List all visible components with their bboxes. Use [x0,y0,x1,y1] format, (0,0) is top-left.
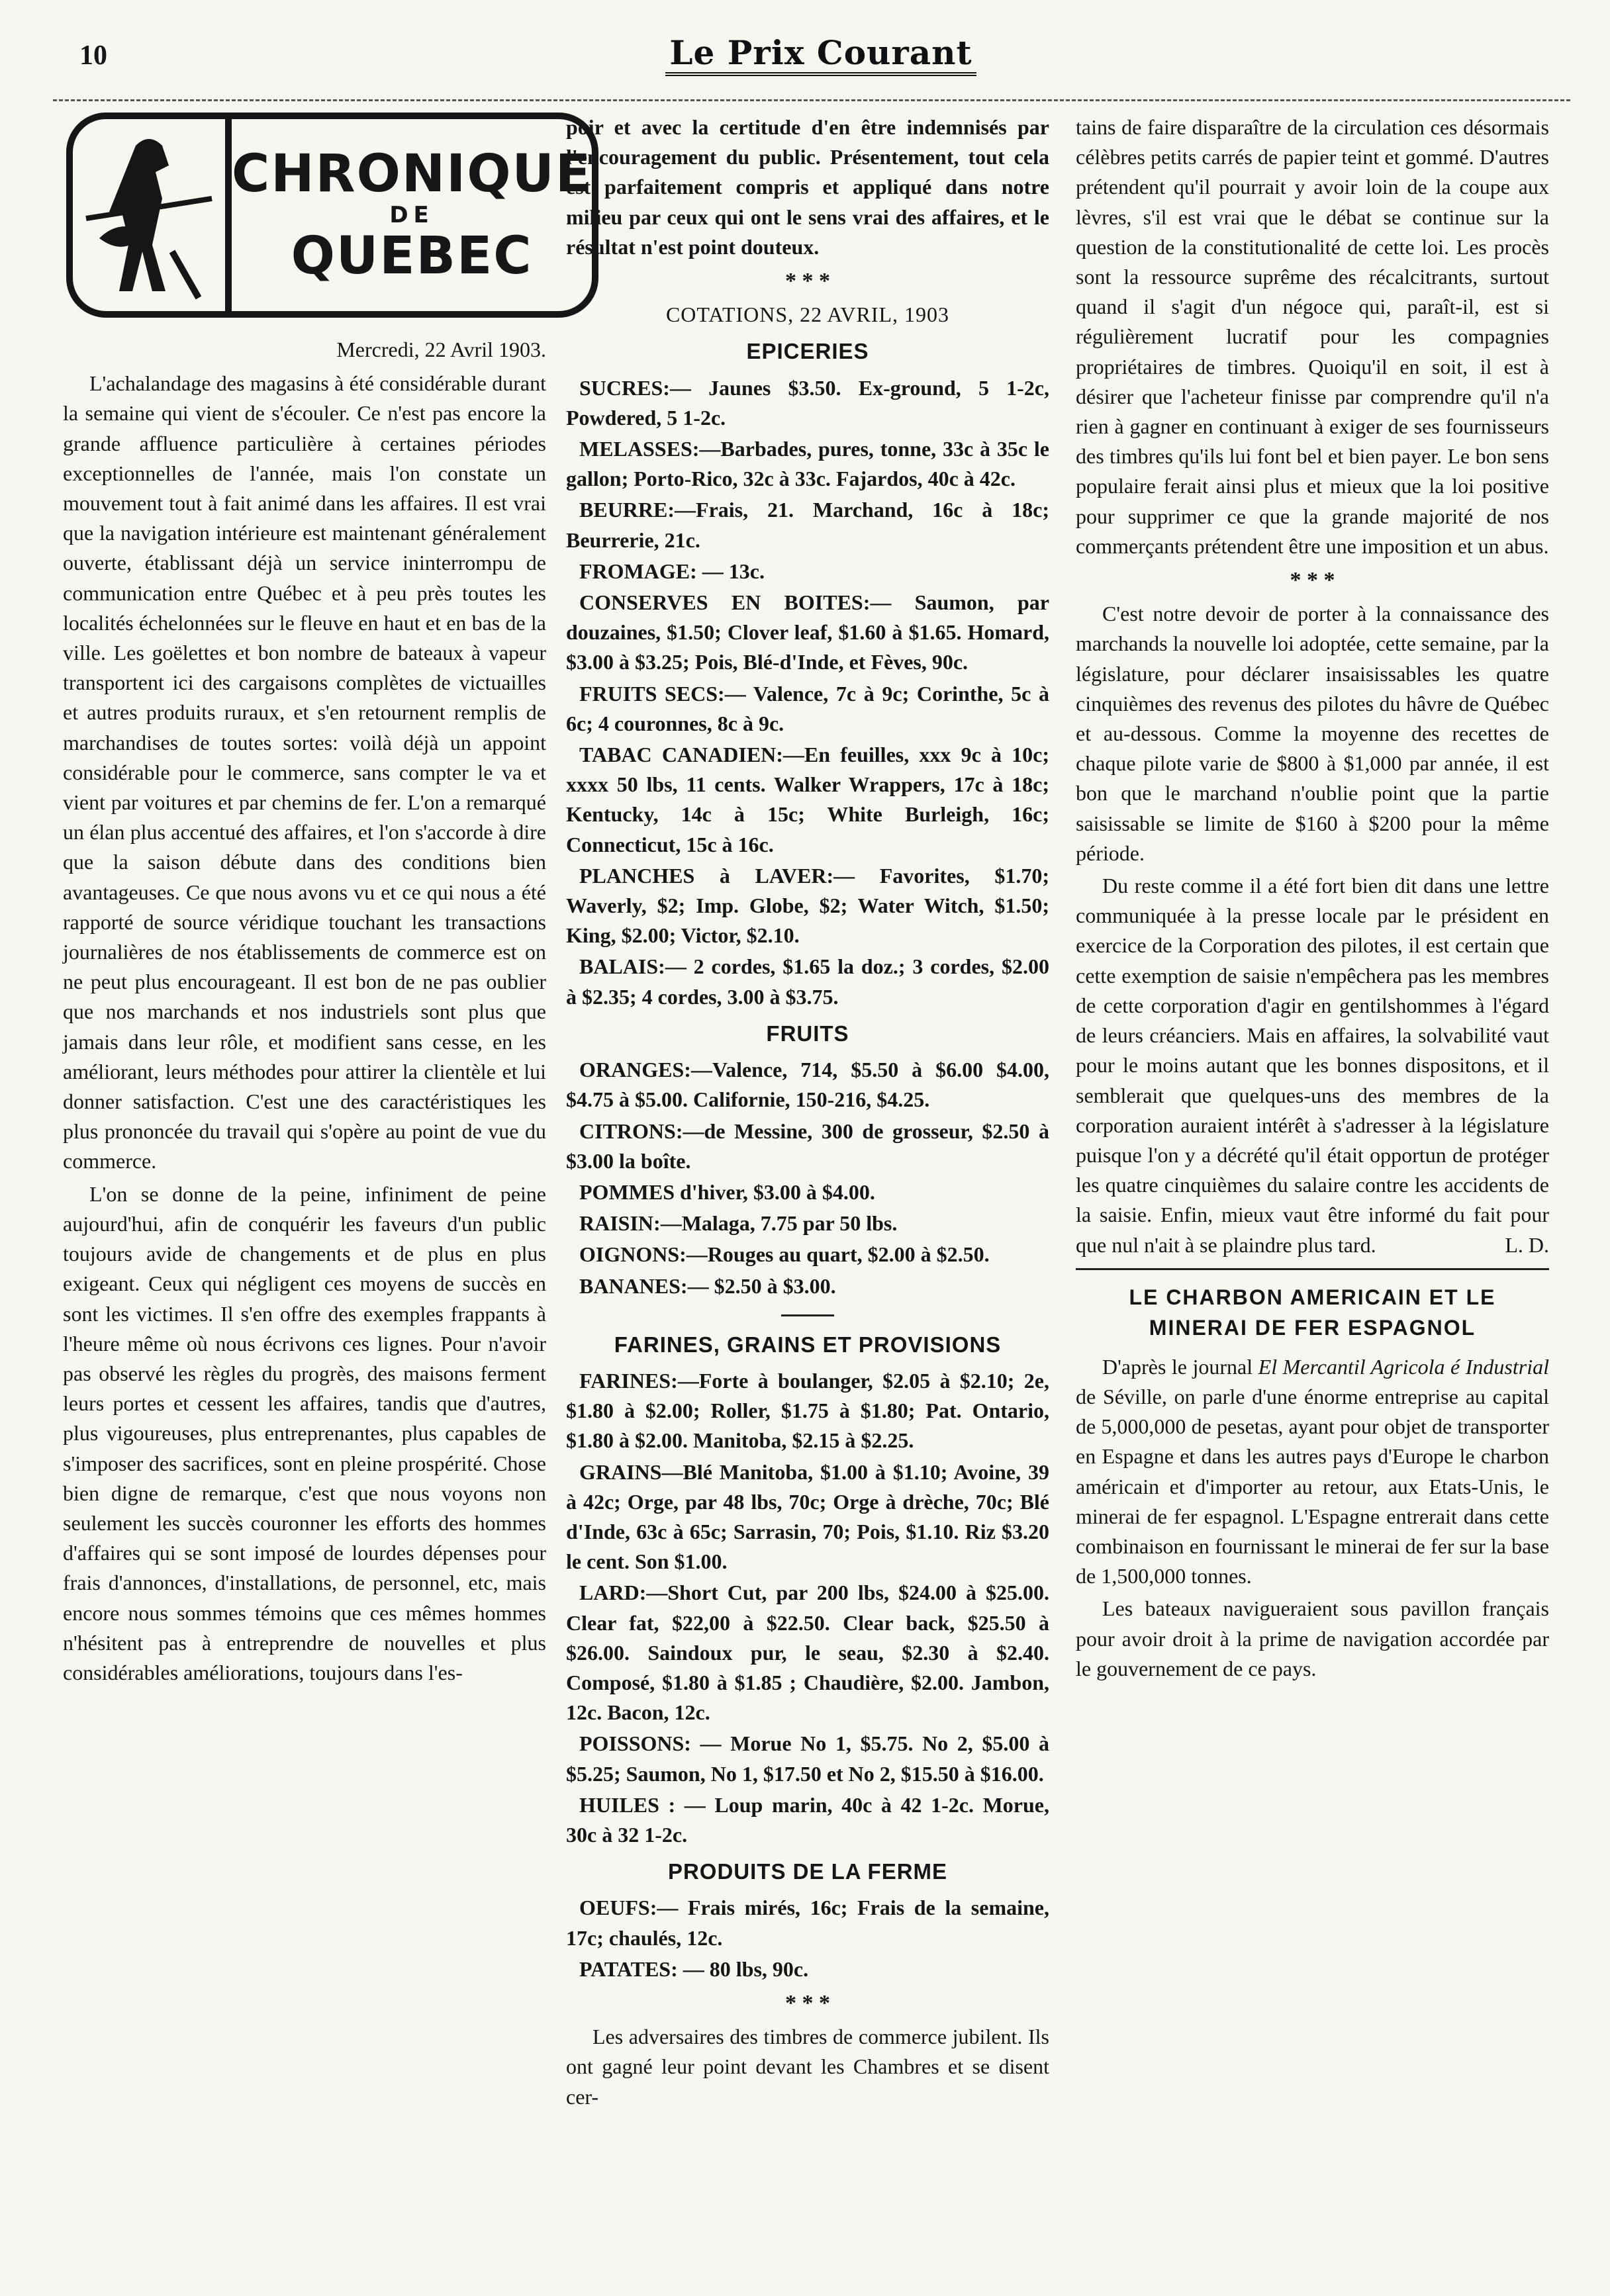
chronique-line-1: CHRONIQUE [232,144,592,204]
price-item: FARINES:—Forte à boulanger, $2.05 à $2.10; 2e, $1.80 à $2.00; Roller, $1.75 à $1.80; Pat. Ontario, $1.80 à $2.00. Manitoba, $2.15 à $2.25. [566,1368,1049,1453]
hunter-figure-graphic [73,119,225,311]
paragraph: L'on se donne de la peine, infiniment de peine aujourd'hui, afin de conquérir les faveurs d'un public toujours avide de changements et de plus en plus exigeant. Ceux qui négligent ces moyens de succès en sont les victimes. Il s'en offre des exemples frappants à l'heure même où nous écrivons ces lignes. Pour n'avoir pas observé les règles du progrès, des maisons ferment leurs portes et cessent les affaires, tandis que d'autres, plus vigoureuses, plus entreprenantes, plus capables de s'imposer des sacrifices, sont en pleine prospérité. Chose bien digne de remarque, c'est que nous voyons non seulement les succès couronner les efforts des hommes d'affaires qui se sont imposé de lourdes dépenses pour frais d'annonces, d'installations, de personnel, etc, mais encore nous sommes témoins que ces mêmes hommes n'hésitent pas à entreprendre de nouvelles et plus considérables améliorations, toujours dans l'es- [63,1181,546,1684]
price-item: SUCRES:— Jaunes $3.50. Ex-ground, 5 1-2c, Powdered, 5 1-2c. [566,375,1049,430]
price-item: GRAINS—Blé Manitoba, $1.00 à $1.10; Avoine, 39 à 42c; Orge, par 48 lbs, 70c; Orge à drèche, 70c; Blé d'Inde, 63c à 65c; Sarrasin, 70; Pois, $1.10. Riz $3.20 le cent. Son $1.00. [566,1459,1049,1574]
price-item: TABAC CANADIEN:—En feuilles, xxx 9c à 10c; xxxx 50 lbs, 11 cents. Walker Wrappers, 17c à 18c; Kentucky, 14c à 15c; White Burleigh, 16c; Connecticut, 15c à 16c. [566,743,1049,856]
chronique-line-3: QUEBEC [291,226,533,286]
paragraph [1076,1352,1549,1592]
article-title [1076,1282,1549,1343]
dateline: Mercredi, 22 Avril 1903. [336,338,546,361]
price-item: POMMES d'hiver, $3.00 à $4.00. [579,1179,875,1204]
price-item: MELASSES:—Barbades, pures, tonne, 33c à 35c le gallon; Porto-Rico, 32c à 33c. Fajardos, 40c à 42c. [566,437,1049,491]
column-2 [566,113,1049,2270]
price-item: BEURRE:—Frais, 21. Marchand, 16c à 18c; Beurrerie, 21c. [566,498,1049,552]
price-item: CONSERVES EN BOITES:— Saumon, par douzaines, $1.50; Clover leaf, $1.60 à $1.65. Homard, $3.00 à $3.25; Pois, Blé-d'Inde, et Fèves, 90c. [566,590,1049,674]
section-title-ferme: PRODUITS DE LA FERME [667,1859,948,1884]
section-separator: * * * [785,1990,830,2015]
price-item: OIGNONS:—Rouges au quart, $2.00 à $2.50. [579,1242,990,1267]
price-item: PATATES: — 80 lbs, 90c. [579,1956,809,1981]
article-divider [1076,1268,1549,1270]
section-separator: * * * [1290,568,1335,593]
paragraph-text: Du reste comme il a été fort bien dit dans une lettre communiquée à la presse locale par le président en exercice de la Corporation des pilotes, il est certain que cette exemption de saisie n'empêchera pas les membres de cette corporation d'agir en gentilshommes à l'égard de leurs créanciers. Mais en affaires, la solvabilité vaut pour le moins autant que les bonnes dispositons, et il semblerait que quelques-uns des membres de la corporation auraient intérêt à s'adresser à la législature puisque l'on y a décrété qu'il était opportun de protéger les quatre cinquièmes du salaire contre les accidents de la saisie. Enfin, mieux vaut être informé du fait pour que nul n'ait à se plaindre plus tard. [1076,874,1549,1257]
column-3 [1076,113,1549,2270]
hunter-figure-icon [66,113,232,318]
section-title-farines: FARINES, GRAINS ET PROVISIONS [614,1332,1002,1357]
price-item: PLANCHES à LAVER:— Favorites, $1.70; Waverly, $2; Imp. Globe, $2; Water Witch, $1.50; King, $2.00; Victor, $2.10. [566,863,1049,948]
paragraph: poir et avec la certitude d'en être indemnisés par l'encouragement du public. Présentement, tout cela est parfaitement compris et appliqué dans notre milieu par ceux qui ont le sens vrai des affaires, et le résultat n'est point douteux. [566,115,1049,259]
masthead-logo [649,34,993,74]
journal-name: El Mercantil Agricola é Industrial [1258,1354,1550,1379]
paragraph: Les adversaires des timbres de commerce jubilent. Ils ont gagné leur point devant les Chambres et se disent cer- [566,2025,1049,2109]
chronique-line-2: DE [389,202,434,228]
paragraph [1076,871,1549,1260]
section-separator: * * * [785,269,830,294]
price-item: LARD:—Short Cut, par 200 lbs, $24.00 à $25.00. Clear fat, $22,00 à $22.50. Clear back, $25.50 à $26.00. Saindoux pur, le seau, $2.30 à $2.40. Composé, $1.80 à $1.85 ; Chaudière, $2.00. Jambon, 12c. Bacon, 12c. [566,1581,1049,1725]
price-item: FRUITS SECS:— Valence, 7c à 9c; Corinthe, 5c à 6c; 4 couronnes, 8c à 9c. [566,681,1049,735]
price-item: RAISIN:—Malaga, 7.75 par 50 lbs. [579,1211,898,1236]
paragraph: tains de faire disparaître de la circulation ces désormais célèbres petits carrés de papier teint et gommé. D'autres prétendent qu'il pourrait y avoir loin de la coupe aux lèvres, s'il est vrai que le débat se continue sur la question de la constitutionalité de cette loi. Les procès sont la ressource suprême des récalcitrants, surtout quand il s'agit d'un négoce qui, paraît-il, est si régulièrement lucratif pour les compagnies propriétaires de timbres. Quoiqu'il en soit, il est à désirer que l'acheteur finisse par comprendre qu'il n'a rien à gagner en continuant à exiger de ses fournisseurs des timbres qu'ils lui font bel et bien payer. Le bon sens populaire ferait ainsi plus et mieux que la loi positive pour supprimer ce que la grande majorité de nos commerçants prétendent être une imposition et un abus. [1076,115,1549,558]
price-item: CITRONS:—de Messine, 300 de grosseur, $2.50 à $3.00 la boîte. [566,1119,1049,1173]
article-title-line-1: LE CHARBON AMERICAIN ET LE [1129,1285,1496,1309]
section-title-epiceries: EPICERIES [746,339,869,364]
price-item: FROMAGE: — 13c. [579,559,765,583]
section-title-fruits: FRUITS [766,1021,849,1046]
chronique-logo [66,113,592,324]
article-title-line-2: MINERAI DE FER ESPAGNOL [1149,1315,1476,1340]
paragraph-text-start: D'après le journal [1102,1354,1258,1379]
price-item: BANANES:— $2.50 à $3.00. [579,1273,836,1298]
price-item: HUILES : — Loup marin, 40c à 42 1-2c. Morue, 30c à 32 1-2c. [566,1792,1049,1847]
signature: L. D. [1505,1232,1549,1257]
column-1 [63,113,592,2270]
page-number: 10 [79,40,107,71]
chronique-title [232,113,598,318]
paragraph-text-rest: de Séville, on parle d'une énorme entreprise au capital de 5,000,000 de pesetas, ayant pour objet de transporter en Espagne et dans les autres pays d'Europe le charbon américain et d'importer au retour, aux Etats-Unis, le minerai de fer espagnol. L'Espagne entrerait dans cette combinaison en fournissant le minerai de fer sur la base de 1,500,000 tonnes. [1076,1384,1549,1588]
paragraph: L'achalandage des magasins à été considérable durant la semaine qui vient de s'écouler. Ce n'est pas encore la grande affluence particulière à certaines périodes exceptionnelles de l'année, mais l'on constate un mouvement tout à fait animé dans les affaires. Il est vrai que la navigation intérieure est maintenant généralement ouverte, établissant déjà un service ininterrompu de communication entre Québec et à peu près toutes les localités échelonnées sur le fleuve en haut et en bas de la ville. Les goëlettes et bon nombre de bateaux à vapeur transportent ici des cargaisons complètes de victuailles et autres produits ruraux, et s'en retournent remplis de marchandises de toutes sortes: voilà déjà un appoint considérable pour le commerce, sans compter le va et vient par voitures et par chemins de fer. L'on a remarqué un élan plus accentué des affaires, et l'on s'accorde à dire que la saison débute dans des conditions bien avantageuses. Ce que nous avons vu et ce qui nous a été rapporté de source véridique touchant les transactions journalières de nos établissements de commerce est on ne peut plus encourageant. Il est bon de ne pas oublier que nos marchands et nos industriels sont plus que jamais dans leur rôle, et modifient sans cesse, en les améliorant, leurs méthodes pour attirer la clientèle et lui donner satisfaction. C'est une des caractéristiques les plus prononcée du travail qui s'opère au point de vue du commerce. [63,371,546,1173]
price-item: POISSONS: — Morue No 1, $5.75. No 2, $5.00 à $5.25; Saumon, No 1, $17.50 et No 2, $15.50 à $16.00. [566,1731,1049,1786]
top-divider [53,99,1570,101]
paragraph: C'est notre devoir de porter à la connaissance des marchands la nouvelle loi adoptée, cette semaine, par la législature, pour déclarer insaisissables les quatre cinquièmes des revenus des pilotes du hâvre de Québec et au-dessous. Comme la moyenne des recettes de chaque pilote varie de $800 à $1,000 par année, il est bon que le marchand n'oublie point que la partie saisissable se limite de $160 à $200 pour la même période. [1076,602,1549,865]
price-item: ORANGES:—Valence, 714, $5.50 à $6.00 $4.00, $4.75 à $5.00. Californie, 150-216, $4.25. [566,1058,1049,1112]
short-divider [781,1314,834,1316]
paragraph: Les bateaux navigueraient sous pavillon français pour avoir droit à la prime de navigation accordée par le gouvernement de ce pays. [1076,1596,1549,1680]
price-item: BALAIS:— 2 cordes, $1.65 la doz.; 3 cordes, $2.00 à $2.35; 4 cordes, 3.00 à $3.75. [566,954,1049,1009]
masthead-title: Le Prix Courant [665,33,976,76]
cotations-heading: COTATIONS, 22 AVRIL, 1903 [665,302,950,327]
price-item: OEUFS:— Frais mirés, 16c; Frais de la semaine, 17c; chaulés, 12c. [566,1896,1049,1950]
